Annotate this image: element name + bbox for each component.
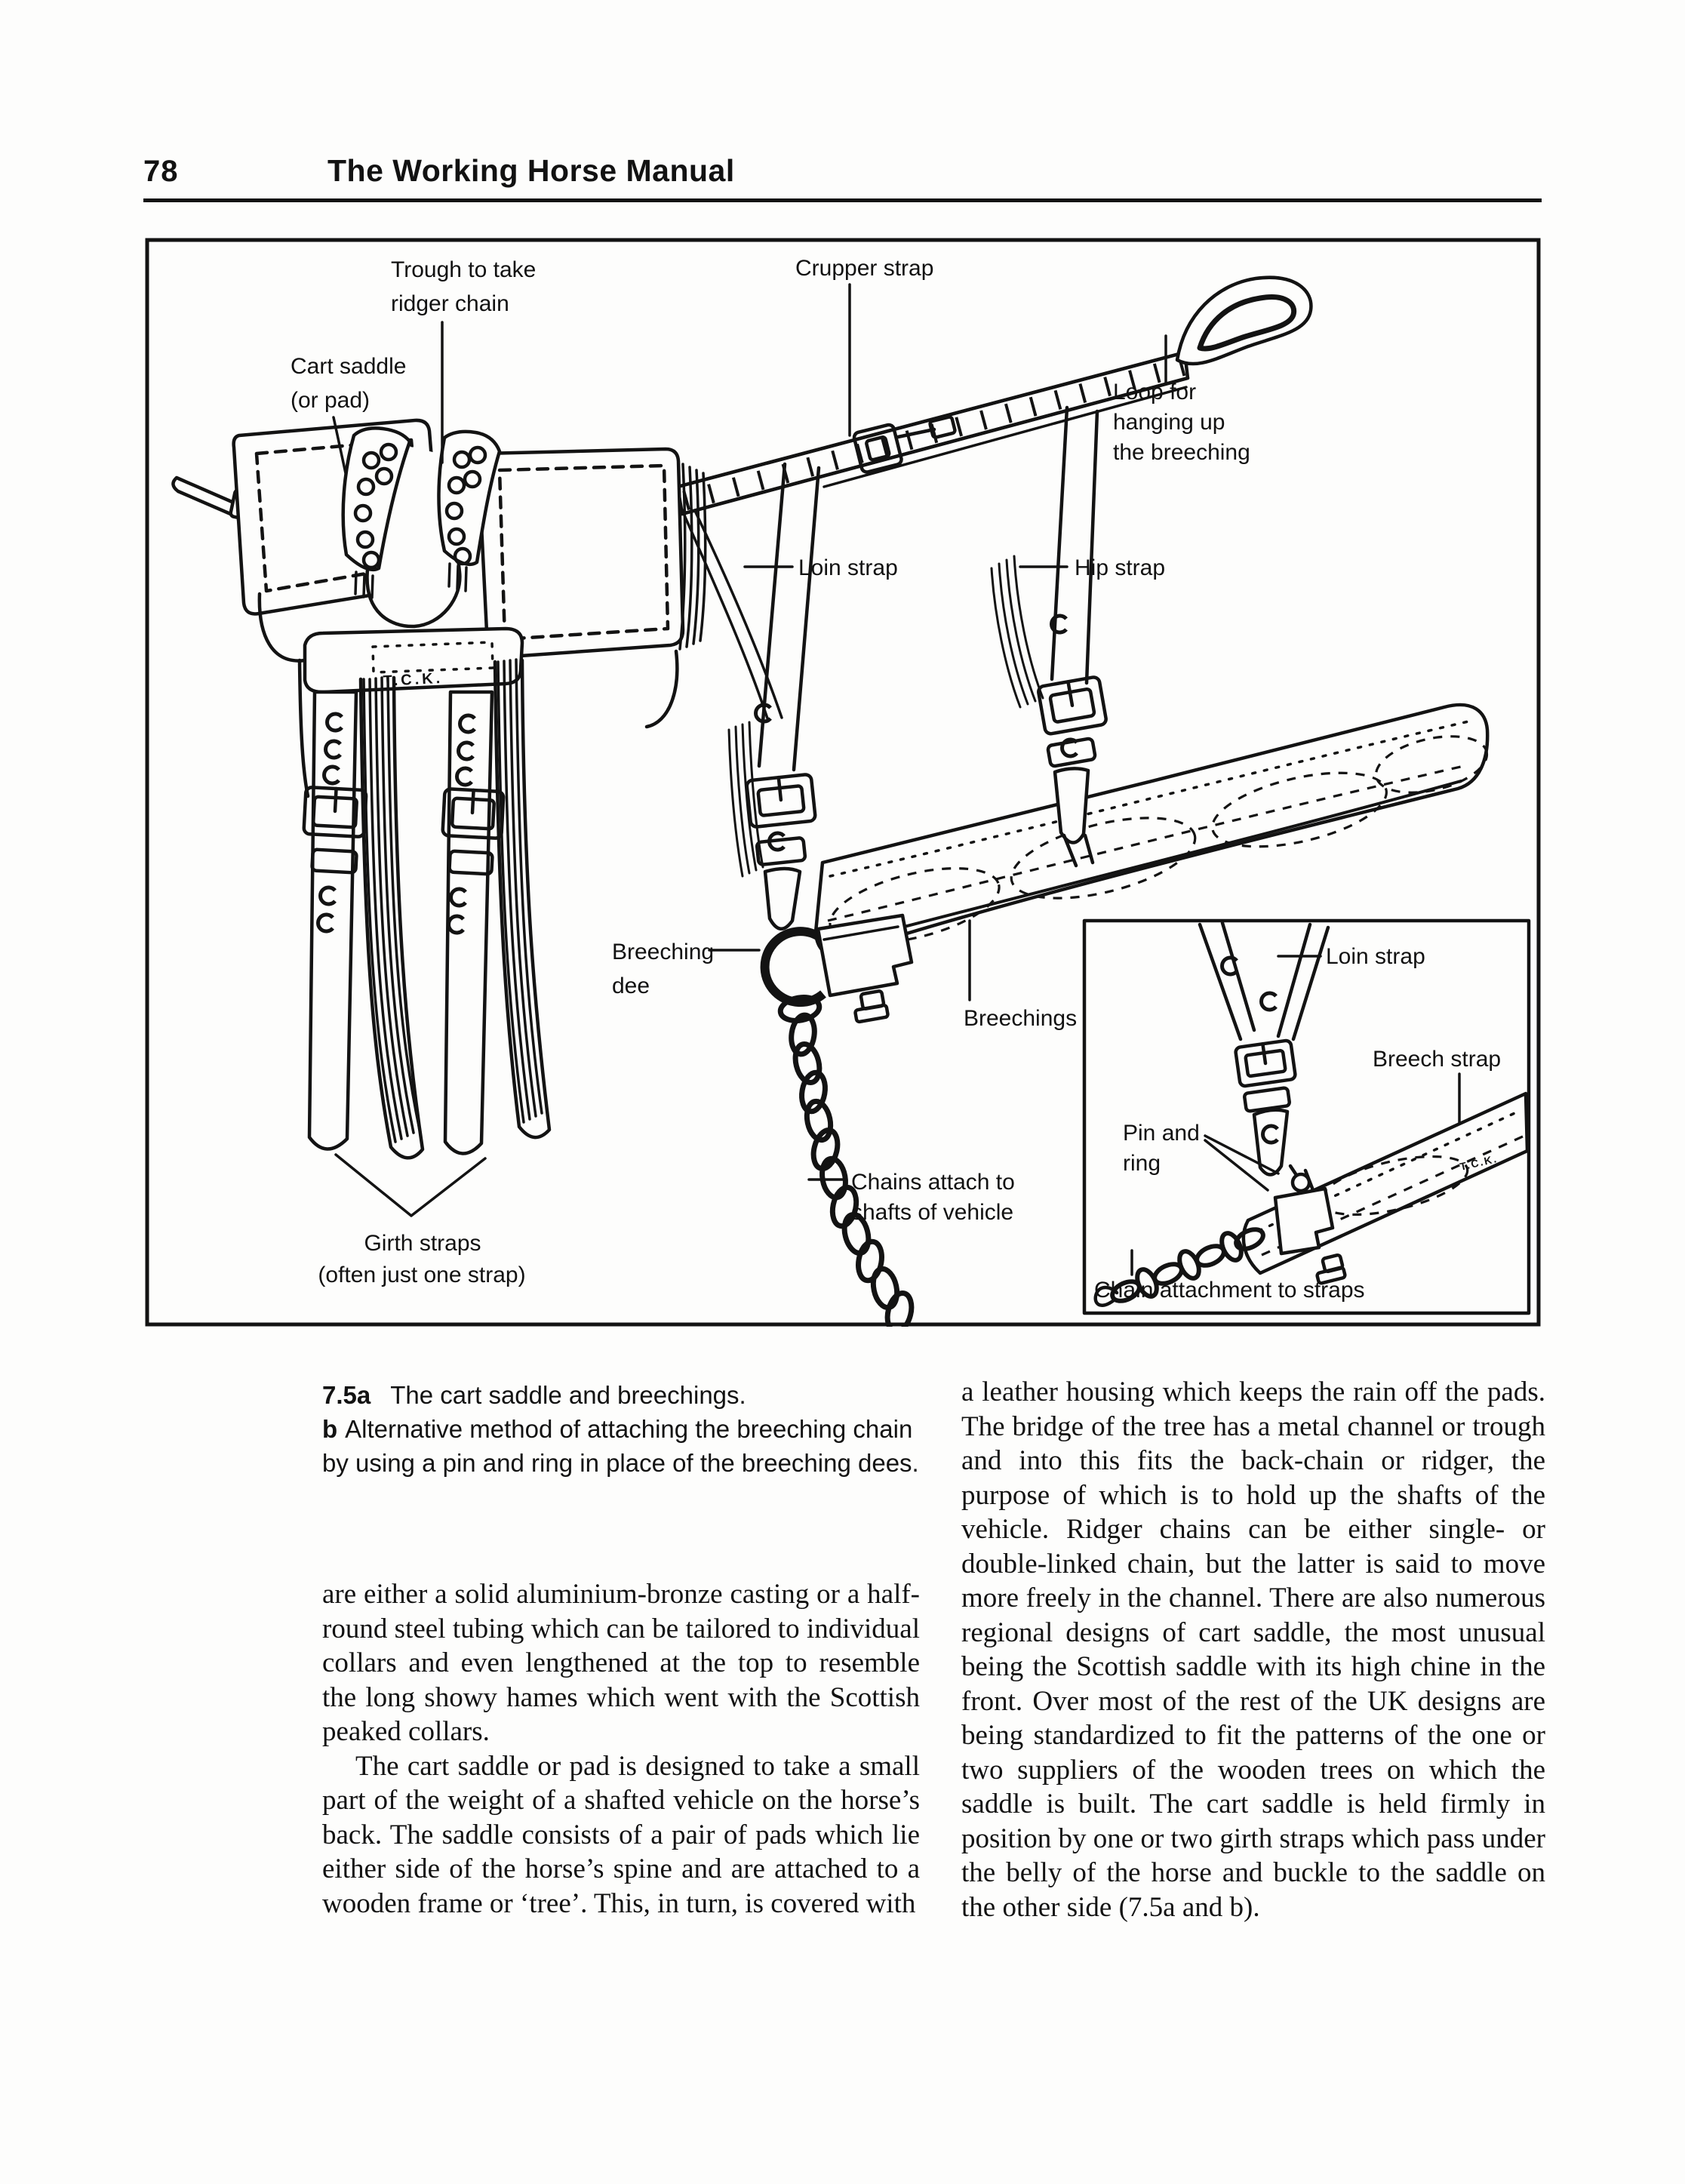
label-girth-1: Girth straps [364,1231,481,1256]
label-chains-1: Chains attach to [851,1170,1015,1195]
label-crupper: Crupper strap [795,256,934,281]
body-right-column [961,1375,1545,1924]
inset-maker-mark-text: T.C.K. [1459,1152,1499,1173]
caption-line-b [322,1412,935,1480]
page-number: 78 [143,155,179,188]
label-dee-2: dee [612,974,650,998]
label-loop-1: Loop for [1113,380,1197,405]
label-girth-2: (often just one strap) [318,1263,526,1287]
label-hip: Hip strap [1075,555,1166,580]
body-paragraph: The cart saddle or pad is designed to take a small part of the weight of a shafted vehicle on the horse’s back. The saddle consists of a pair of pads which lie either side of the horse’s spine and are attached to a wooden frame or ‘tree’. This, in turn, is covered with [322,1750,920,1919]
inset-label-pin-1: Pin and [1123,1121,1200,1146]
label-cart-saddle-2: (or pad) [291,388,371,413]
inset-figure-7-5b [1084,921,1529,1313]
caption-a-label: 7.5a [322,1381,371,1409]
header-rule [143,198,1542,202]
running-title: The Working Horse Manual [327,153,735,188]
label-trough-2: ridger chain [391,291,509,316]
body-left-column [322,1577,920,1921]
figure-7-5-illustration [145,238,1541,1327]
inset-label-loin: Loin strap [1326,944,1425,969]
inset-label-chain-attachment: Chain attachment to straps [1094,1278,1365,1303]
label-breechings: Breechings [964,1006,1078,1031]
label-loop-3: the breeching [1113,440,1250,465]
caption-line-a [322,1378,935,1412]
label-trough-1: Trough to take [391,257,537,282]
inset-label-pin-2: ring [1123,1151,1161,1176]
label-dee-1: Breeching [612,940,715,964]
label-chains-2: shafts of vehicle [851,1200,1014,1225]
inset-label-breech: Breech strap [1373,1047,1502,1072]
caption-b-label: b [322,1415,338,1443]
caption-b-text: Alternative method of attaching the breeching chain by using a pin and ring in place of the breeching dees. [322,1415,919,1477]
label-cart-saddle-1: Cart saddle [291,354,407,379]
caption-a-text: The cart saddle and breechings. [390,1381,746,1409]
figure-caption [322,1378,935,1480]
label-loop-2: hanging up [1113,410,1225,435]
body-paragraph: a leather housing which keeps the rain off the pads. The bridge of the tree has a metal channel or trough and into this fits the back-chain or ridger, the purpose of which is to hold up the shafts of the vehicle. Ridger chains can be either single- or double-linked chain, but the latter is said to move more freely in the channel. There are also numerous regional designs of cart saddle, the most unusual being the Scottish saddle with its high chine in the front. Over most of the rest of the UK designs are being standardized to fit the patterns of the one or two suppliers of the wooden trees on which the saddle is built. The cart saddle is held firmly in position by one or two girth straps which pass under the belly of the horse and buckle to the saddle on the other side (7.5a and b). [961,1377,1545,1923]
maker-mark-text: T.C.K. [383,669,444,690]
label-loin: Loin strap [798,555,898,580]
body-paragraph: are either a solid aluminium-bronze casting or a half-round steel tubing which can be tailored to individual collars and even lengthened at the top to resemble the long showy hames which went with the Scottish peaked collars. [322,1579,920,1747]
